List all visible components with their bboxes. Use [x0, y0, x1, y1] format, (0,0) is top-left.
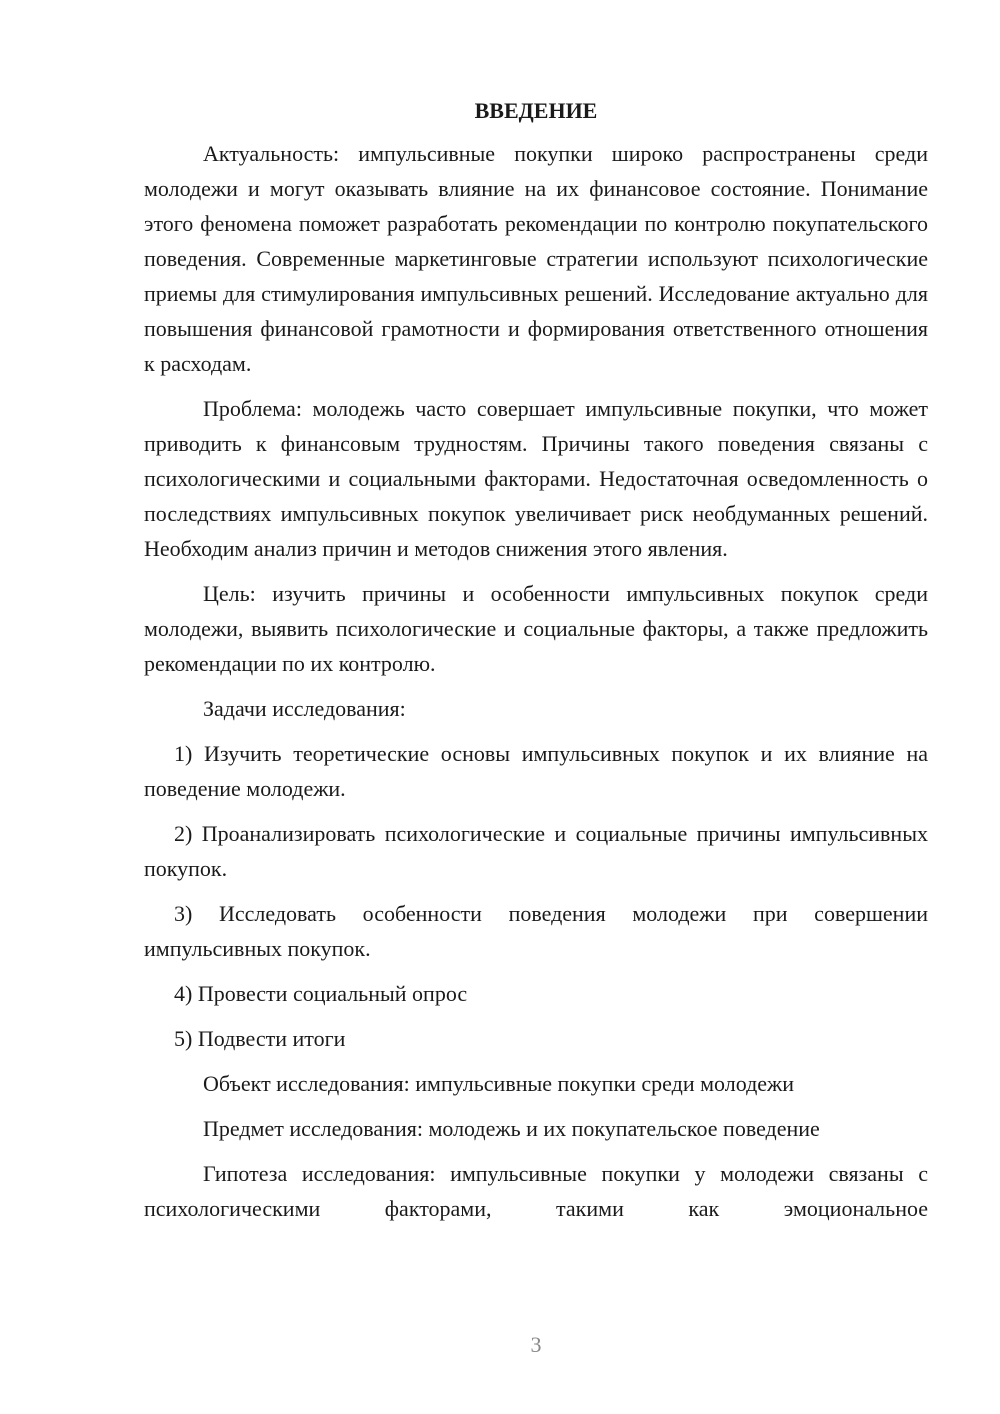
relevance-paragraph: Актуальность: импульсивные покупки широко распространены среди молодежи и могут оказывать влияние на их финансовое состояние. Понимание этого феномена поможет разработать рекомендации по контролю покупательского поведения. Современные маркетинговые стратегии используют психологические приемы для стимулирования импульсивных решений. Исследование актуально для повышения финансовой грамотности и формирования ответственного отношения к расходам. — [144, 141, 928, 376]
task-item-4: 4) Провести социальный опрос — [174, 981, 468, 1006]
task-item-2: 2) Проанализировать психологические и социальные причины импульсивных покупок. — [144, 821, 928, 881]
tasks-title: Задачи исследования: — [203, 696, 406, 721]
task-item-5: 5) Подвести итоги — [174, 1026, 346, 1051]
problem-paragraph: Проблема: молодежь часто совершает импульсивные покупки, что может приводить к финансовым трудностям. Причины такого поведения связаны с психологическими и социальными факторами. Недостаточная осведомленность о последствиях импульсивных покупок увеличивает риск необдуманных решений. Необходим анализ причин и методов снижения этого явления. — [144, 396, 928, 561]
page-content — [144, 96, 928, 1236]
task-item-1: 1) Изучить теоретические основы импульсивных покупок и их влияние на поведение молодежи. — [144, 741, 928, 801]
page-number: 3 — [530, 1332, 542, 1357]
object-paragraph: Объект исследования: импульсивные покупки среди молодежи — [203, 1071, 795, 1096]
subject-paragraph: Предмет исследования: молодежь и их покупательское поведение — [203, 1116, 820, 1141]
section-heading: ВВЕДЕНИЕ — [474, 98, 598, 123]
hypothesis-paragraph: Гипотеза исследования: импульсивные покупки у молодежи связаны с психологическими факторами, такими как эмоциональное — [144, 1161, 928, 1221]
goal-paragraph: Цель: изучить причины и особенности импульсивных покупок среди молодежи, выявить психологические и социальные факторы, а также предложить рекомендации по их контролю. — [144, 581, 928, 676]
task-item-3: 3) Исследовать особенности поведения молодежи при совершении импульсивных покупок. — [144, 901, 928, 961]
